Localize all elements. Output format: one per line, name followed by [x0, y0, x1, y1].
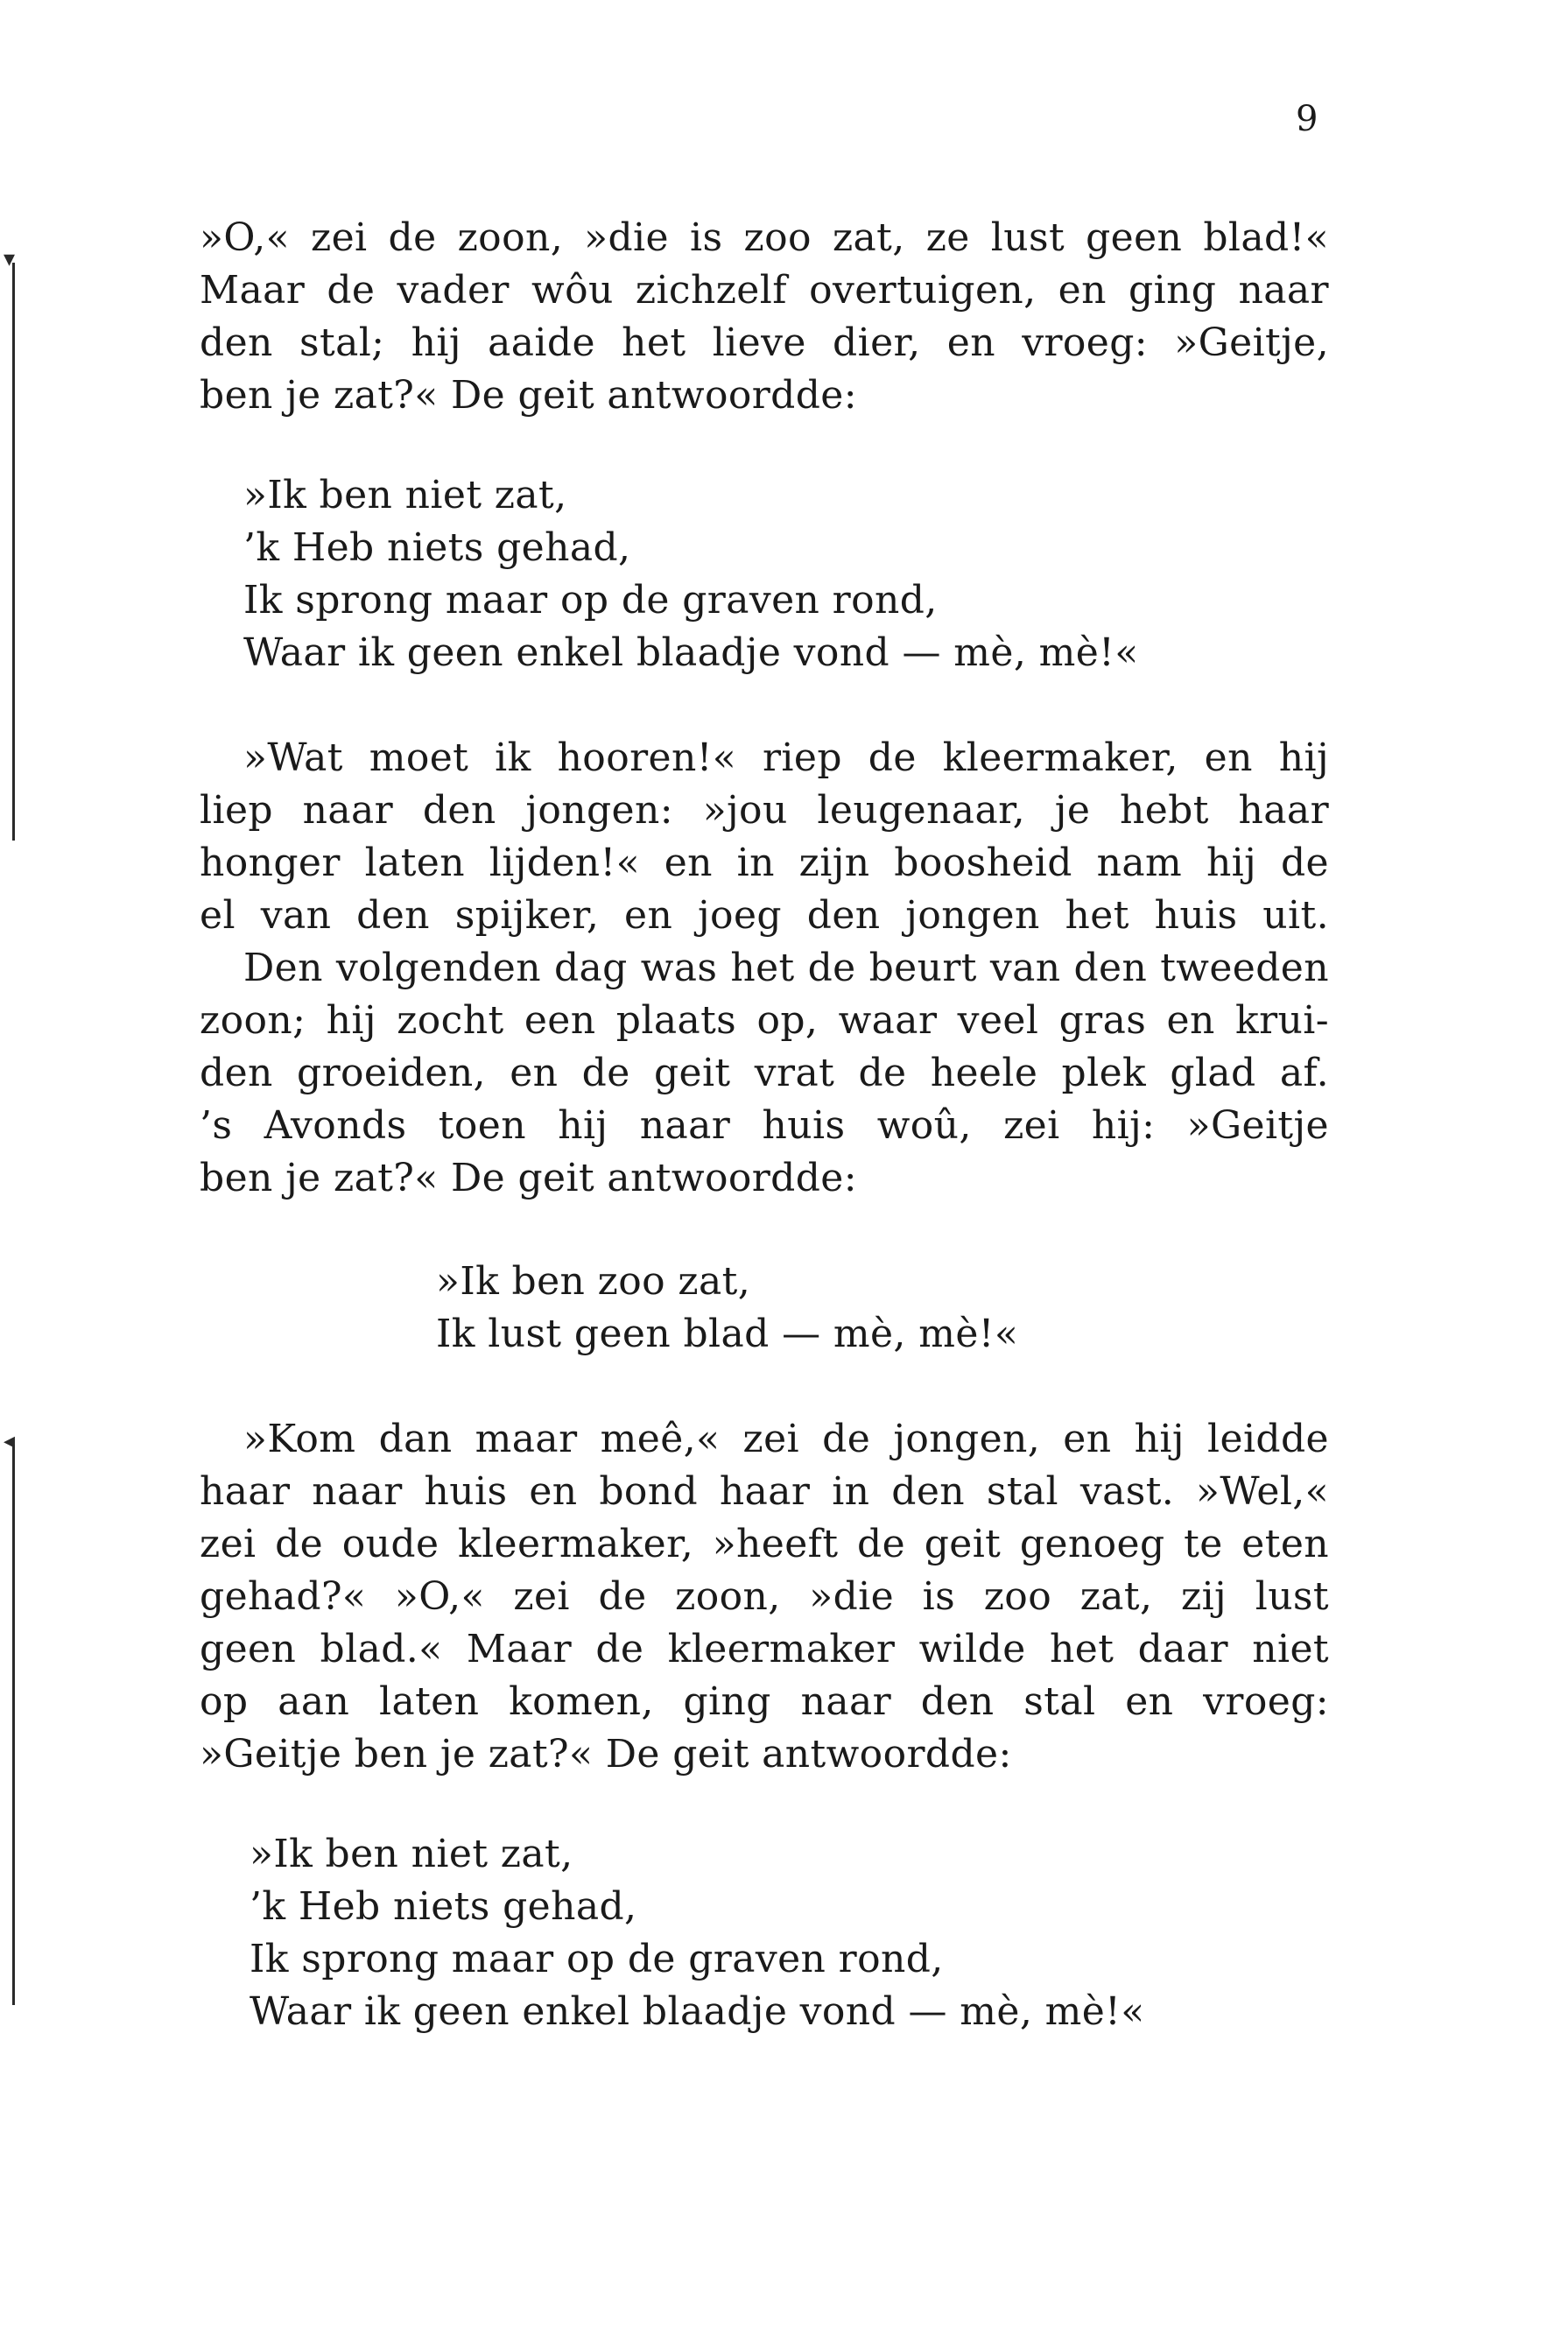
- page-number: 9: [1296, 99, 1318, 139]
- text-line: ’s Avonds toen hij naar huis woû, zei hij: »Geitje: [200, 1103, 1329, 1148]
- text-line: haar naar huis en bond haar in den stal vast. »Wel,«: [200, 1469, 1329, 1514]
- verse-line: »Ik ben niet zat,: [250, 1832, 573, 1876]
- text-line: honger laten lijden!« en in zijn boosheid nam hij de: [200, 841, 1329, 885]
- margin-mark: ▾: [4, 246, 16, 272]
- verse-line: ’k Heb niets gehad,: [243, 525, 631, 570]
- verse-line: Waar ik geen enkel blaadje vond — mè, mè!«: [250, 1989, 1145, 2034]
- text-line: liep naar den jongen: »jou leugenaar, je hebt haar: [200, 788, 1329, 833]
- text-line: ben je zat?« De geit antwoordde:: [200, 1156, 857, 1200]
- text-line: den groeiden, en de geit vrat de heele plek glad af.: [200, 1051, 1329, 1095]
- text-line: geen blad.« Maar de kleermaker wilde het daar niet: [200, 1627, 1329, 1671]
- text-line: ben je zat?« De geit antwoordde:: [200, 373, 857, 418]
- verse-line: Ik sprong maar op de graven rond,: [250, 1937, 944, 1981]
- text-line: »Wat moet ik hooren!« riep de kleermaker, en hij: [243, 735, 1329, 780]
- text-line: den stal; hij aaide het lieve dier, en vroeg: »Geitje,: [200, 320, 1329, 365]
- text-line: gehad?« »O,« zei de zoon, »die is zoo zat, zij lust: [200, 1574, 1329, 1619]
- verse-line: ’k Heb niets gehad,: [250, 1884, 637, 1929]
- margin-mark: ◂: [4, 1428, 16, 1454]
- text-line: Maar de vader wôu zichzelf overtuigen, en ging naar: [200, 268, 1329, 313]
- text-line: Den volgenden dag was het de beurt van den tweeden: [243, 946, 1329, 990]
- verse-line: Ik lust geen blad — mè, mè!«: [436, 1312, 1019, 1356]
- text-line: zei de oude kleermaker, »heeft de geit genoeg te eten: [200, 1522, 1329, 1566]
- verse-line: Waar ik geen enkel blaadje vond — mè, mè!«: [243, 630, 1139, 675]
- verse-line: Ik sprong maar op de graven rond,: [243, 578, 938, 623]
- text-line: zoon; hij zocht een plaats op, waar veel gras en krui-: [200, 998, 1329, 1043]
- margin-rule: [12, 1445, 15, 2005]
- verse-line: »Ik ben zoo zat,: [436, 1259, 751, 1304]
- verse-line: »Ik ben niet zat,: [243, 473, 567, 517]
- text-line: »O,« zei de zoon, »die is zoo zat, ze lust geen blad!«: [200, 215, 1329, 260]
- text-line: op aan laten komen, ging naar den stal en vroeg:: [200, 1679, 1329, 1724]
- text-line: »Geitje ben je zat?« De geit antwoordde:: [200, 1732, 1012, 1777]
- text-line: »Kom dan maar meê,« zei de jongen, en hij leidde: [243, 1417, 1329, 1461]
- text-line: el van den spijker, en joeg den jongen het huis uit.: [200, 893, 1329, 938]
- margin-rule: [12, 263, 15, 841]
